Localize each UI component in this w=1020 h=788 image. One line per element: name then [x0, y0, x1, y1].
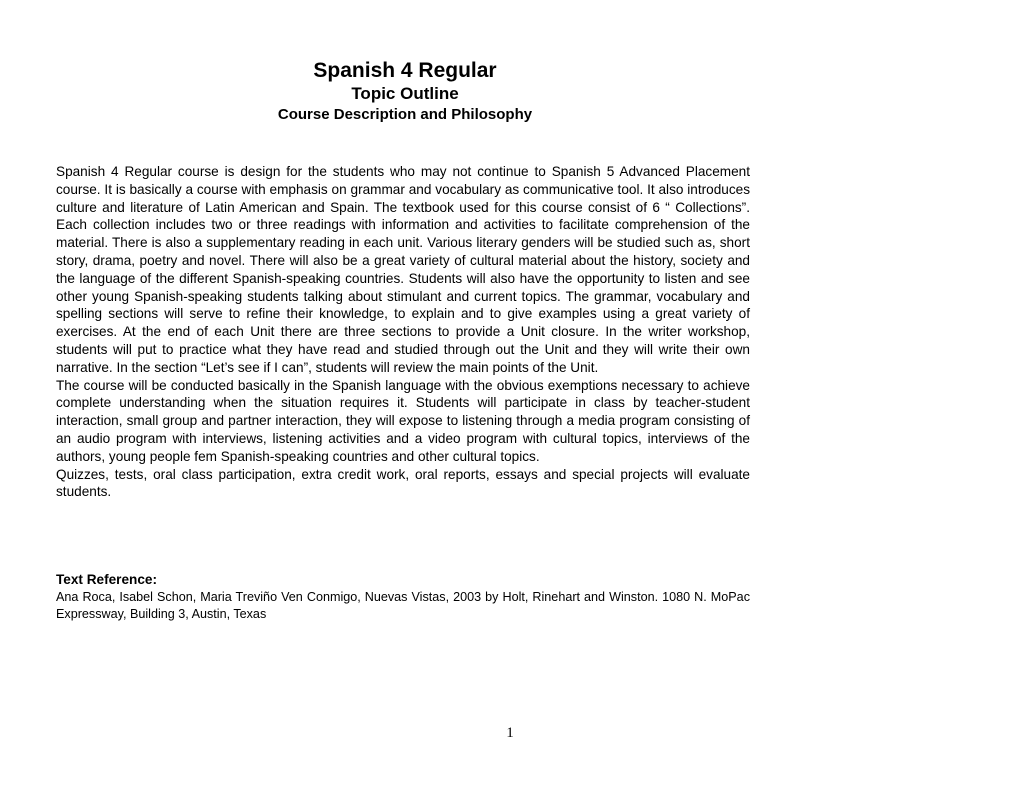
text-reference-citation: Ana Roca, Isabel Schon, Maria Treviño Ven Conmigo, Nuevas Vistas, 2003 by Holt, Rinehart and Winston. 1080 N. MoPac Expressway, Building 3, Austin, Texas — [56, 590, 750, 621]
paragraph-course-conduct: The course will be conducted basically in the Spanish language with the obvious exemptions necessary to achieve complete understanding when the situation requires it. Students will participate in class by teacher-student interaction, small group and partner interaction, they will expose to listening through a media program consisting of an audio program with interviews, listening activities and a video program with cultural topics, interviews of the authors, young people fem Spanish-speaking countries and other cultural topics. — [56, 377, 750, 464]
title-block — [150, 58, 660, 125]
document-title: Spanish 4 Regular — [313, 59, 497, 82]
page-number: 1 — [506, 725, 514, 741]
course-description — [56, 163, 750, 501]
paragraph-evaluation: Quizzes, tests, oral class participation, extra credit work, oral reports, essays and special projects will evaluate students. — [56, 466, 750, 500]
text-reference-heading: Text Reference: — [56, 572, 157, 587]
document-subtitle: Topic Outline — [351, 84, 459, 103]
section-title: Course Description and Philosophy — [277, 106, 533, 123]
paragraph-course-overview: Spanish 4 Regular course is design for the students who may not continue to Spanish 5 Advanced Placement course. It is basically a course with emphasis on grammar and vocabulary as communicative tool. It also introduces culture and literature of Latin American and Spain. The textbook used for this course consist of 6 “ Collections”. Each collection includes two or three readings with information and activities to facilitate comprehension of the material. There is also a supplementary reading in each unit. Various literary genders will be studied such as, short story, drama, poetry and novel. There will also be a great variety of cultural material about the history, society and the language of the different Spanish-speaking countries. Students will also have the opportunity to listen and see other young Spanish-speaking students talking about stimulant and current topics. The grammar, vocabulary and spelling sections will serve to refine their knowledge, to explain and to give examples using a great variety of exercises. At the end of each Unit there are three sections to provide a Unit closure. In the writer workshop, students will put to practice what they have read and studied through out the Unit and they will write their own narrative. In the section “Let’s see if I can”, students will review the main points of the Unit. — [56, 164, 750, 375]
text-reference — [56, 589, 750, 623]
